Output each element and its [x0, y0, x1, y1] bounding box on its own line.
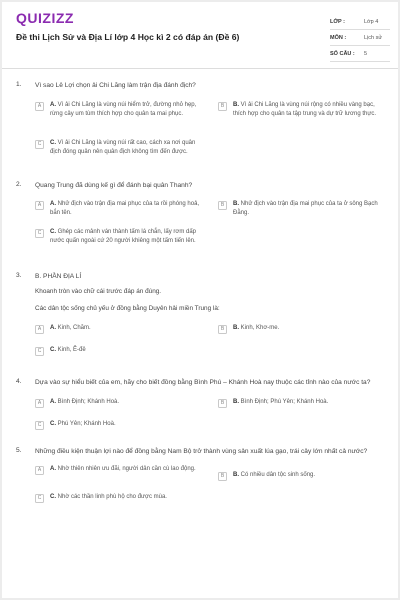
option-text: Vì ải Chi Lăng là vùng núi rộng có nhiều vàng bạc, thích hợp cho quân ta tập trung và dự trữ lương thực.: [233, 102, 377, 117]
option-prefix: A.: [50, 325, 56, 331]
meta-row-count: [330, 46, 390, 62]
option-c[interactable]: [35, 139, 204, 156]
worksheet-header: [2, 2, 398, 64]
option-letter-box: C: [35, 229, 44, 238]
option-c[interactable]: [35, 228, 204, 245]
option-prefix: B.: [233, 472, 239, 478]
option-letter-box: C: [35, 347, 44, 356]
option-text: Kinh, Chăm.: [57, 325, 91, 331]
question-text: Những điều kiện thuận lợi nào để đồng bằng Nam Bộ trở thành vùng sản xuất lúa gạo, trái cây lớn nhất cả nước?: [35, 448, 368, 455]
question-text: Dựa vào sự hiểu biết của em, hãy cho biết đồng bằng Bình Phú – Khánh Hoà nay thuộc các tỉnh nào của nước ta?: [35, 379, 371, 386]
option-prefix: B.: [233, 325, 239, 331]
option-a[interactable]: [35, 101, 204, 118]
option-text: Vì ải Chi Lăng là vùng núi hiểm trở, đường nhỏ hẹp, rừng cây um tùm thích hợp cho quân ta mai phục.: [50, 102, 197, 117]
option-prefix: C.: [50, 421, 56, 427]
option-text: Bình Định; Phú Yên; Khánh Hoà.: [240, 399, 329, 405]
option-a[interactable]: [35, 324, 204, 334]
instruction-text: Khoanh tròn vào chữ cái trước đáp án đúng.: [35, 288, 162, 295]
option-b[interactable]: [218, 200, 387, 217]
option-letter-box: B: [218, 201, 227, 210]
option-letter-box: B: [218, 325, 227, 334]
question-number: 1.: [16, 81, 22, 88]
option-prefix: C.: [50, 140, 56, 146]
option-text: Nhờ các thần linh phù hộ cho được mùa.: [57, 494, 167, 500]
worksheet-page: [2, 2, 398, 598]
worksheet-title: Đề thi Lịch Sử và Địa Lí lớp 4 Học kì 2 có đáp án (Đề 6): [16, 32, 240, 42]
option-b[interactable]: [218, 101, 387, 118]
option-prefix: C.: [50, 229, 56, 235]
question-number: 5.: [16, 447, 22, 454]
meta-value: 5: [364, 50, 368, 57]
section-heading: B. PHẦN ĐỊA LÍ: [35, 273, 82, 280]
option-text: Nhử địch vào trận địa mai phục của ta ở sông Bạch Đằng.: [233, 201, 378, 216]
option-a[interactable]: [35, 465, 204, 475]
option-prefix: A.: [50, 102, 56, 108]
option-b[interactable]: [218, 324, 387, 334]
meta-label: MÔN :: [330, 34, 347, 41]
meta-row-subject: [330, 30, 390, 46]
option-b[interactable]: [218, 471, 387, 481]
question-text: Các dân tộc sống chủ yếu ở đồng bằng Duyên hải miền Trung là:: [35, 305, 220, 312]
option-prefix: B.: [233, 102, 239, 108]
option-prefix: B.: [233, 201, 239, 207]
option-prefix: A.: [50, 201, 56, 207]
option-letter-box: B: [218, 102, 227, 111]
option-c[interactable]: [35, 493, 204, 503]
option-letter-box: A: [35, 466, 44, 475]
option-letter-box: A: [35, 399, 44, 408]
option-letter-box: A: [35, 325, 44, 334]
question-text: Quang Trung đã dùng kế gì để đánh bại quân Thanh?: [35, 182, 193, 189]
option-text: Bình Định; Khánh Hoà.: [57, 399, 120, 405]
option-letter-box: C: [35, 140, 44, 149]
option-text: Nhờ thiên nhiên ưu đãi, người dân cần cù lao động.: [57, 466, 196, 472]
meta-table: [330, 14, 390, 62]
option-text: Có nhiều dân tộc sinh sống.: [240, 472, 316, 478]
option-text: Phú Yên; Khánh Hoà.: [57, 421, 116, 427]
question-number: 4.: [16, 378, 22, 385]
option-text: Nhử địch vào trận địa mai phục của ta rồi phóng hoả, bắn tên.: [50, 201, 200, 216]
meta-value: Lịch sử: [364, 34, 383, 41]
option-prefix: B.: [233, 399, 239, 405]
meta-label: LỚP :: [330, 18, 345, 25]
option-text: Kinh, Khơ-me.: [240, 325, 280, 331]
option-prefix: A.: [50, 466, 56, 472]
option-prefix: C.: [50, 347, 56, 353]
option-a[interactable]: [35, 398, 204, 408]
quizizz-logo[interactable]: QUIZIZZ: [16, 10, 74, 26]
option-c[interactable]: [35, 420, 204, 430]
option-text: Ghép các mảnh ván thành tấm lá chắn, lấy rơm dấp nước quấn ngoài cứ 20 người khiêng một tấm tiến lên.: [50, 229, 197, 244]
header-divider: [2, 68, 398, 69]
option-c[interactable]: [35, 346, 204, 356]
question-number: 3.: [16, 272, 22, 279]
question-text: Vì sao Lê Lợi chọn ải Chi Lăng làm trận địa đánh địch?: [35, 82, 196, 89]
option-a[interactable]: [35, 200, 204, 217]
question-number: 2.: [16, 181, 22, 188]
option-text: Kinh, Ê-đê: [57, 347, 86, 353]
option-letter-box: A: [35, 201, 44, 210]
option-letter-box: C: [35, 421, 44, 430]
option-b[interactable]: [218, 398, 387, 408]
option-prefix: A.: [50, 399, 56, 405]
option-text: Vì ải Chi Lăng là vùng núi rất cao, cách xa nơi quân địch đóng quân nên quân địch không tìm đến được.: [50, 140, 196, 155]
option-letter-box: C: [35, 494, 44, 503]
option-letter-box: A: [35, 102, 44, 111]
meta-row-grade: [330, 14, 390, 30]
option-letter-box: B: [218, 472, 227, 481]
meta-value: Lớp 4: [364, 18, 379, 25]
option-letter-box: B: [218, 399, 227, 408]
meta-label: SỐ CÂU :: [330, 50, 355, 57]
option-prefix: C.: [50, 494, 56, 500]
